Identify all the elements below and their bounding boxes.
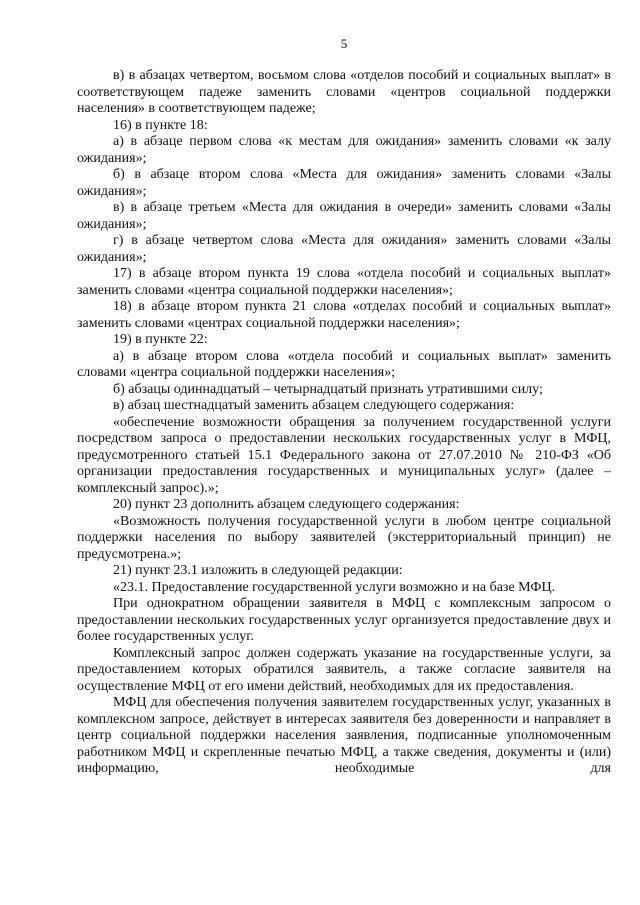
paragraph: МФЦ для обеспечения получения заявителем государственных услуг, указанных в комплексном запросе, действует в интересах заявителя без доверенности и направляет в центр социальной поддержки населения заявления, подписанные уполномоченным работником МФЦ и скрепленные печатью МФЦ, а также сведения, документы и (или) информацию, необходимые для [77,695,611,776]
paragraph: в) в абзацах четвертом, восьмом слова «отделов пособий и социальных выплат» в соответствующем падеже заменить словами «центров социальной поддержки населения» в соответствующем падеже; [77,68,611,116]
paragraph: б) абзацы одиннадцатый – четырнадцатый признать утратившими силу; [113,381,543,397]
paragraph: «23.1. Предоставление государственной услуги возможно и на базе МФЦ. [113,579,556,595]
paragraph: 18) в абзаце втором пункта 21 слова «отделах пособий и социальных выплат» заменить словами «центрах социальной поддержки населения»; [77,299,611,331]
paragraph: «Возможность получения государственной услуги в любом центре социальной поддержки населения по выбору заявителей (экстерриториальный принцип) не предусмотрена.»; [77,513,611,562]
paragraph: 16) в пункте 18: [113,117,208,133]
paragraph: 20) пункт 23 дополнить абзацем следующего содержания: [113,497,460,512]
paragraph: Комплексный запрос должен содержать указание на государственные услуги, за предоставлением которых обратился заявитель, а также согласие заявителя на осуществление МФЦ от его имени действий, необходимых для их предоставления. [77,645,611,694]
paragraph: а) в абзаце втором слова «отдела пособий и социальных выплат» заменить словами «центра социальной поддержки населения»; [77,348,611,380]
paragraph: «обеспечение возможности обращения за получением государственной услуги посредством запроса о предоставлении нескольких государственных услуг в МФЦ, предусмотренного статьей 15.1 Федерального закона от 27.07.2010 № 210-ФЗ «Об организации предоставления государственных и муниципальных услуг» (далее – комплексный запрос).»; [77,414,611,496]
paragraph: г) в абзаце четвертом слова «Места для ожидания» заменить словами «Залы ожидания»; [77,233,611,265]
page-number: 5 [340,36,348,51]
paragraph: 17) в абзаце втором пункта 19 слова «отдела пособий и социальных выплат» заменить словами «центра социальной поддержки населения»; [77,266,611,298]
paragraph: 21) пункт 23.1 изложить в следующей редакции: [113,563,403,578]
paragraph: в) абзац шестнадцатый заменить абзацем следующего содержания: [113,398,515,413]
paragraph: в) в абзаце третьем «Места для ожидания в очереди» заменить словами «Залы ожидания»; [77,200,611,232]
paragraph: б) в абзаце втором слова «Места для ожидания» заменить словами «Залы ожидания»; [77,167,611,199]
paragraph: 19) в пункте 22: [113,332,208,347]
paragraph: а) в абзаце первом слова «к местам для ожидания» заменить словами «к залу ожидания»; [77,134,611,166]
document-body [77,68,611,778]
paragraph: При однократном обращении заявителя в МФЦ с комплексным запросом о предоставлении нескольких государственных услуг организуется предоставление двух и более государственных услуг. [77,596,611,644]
